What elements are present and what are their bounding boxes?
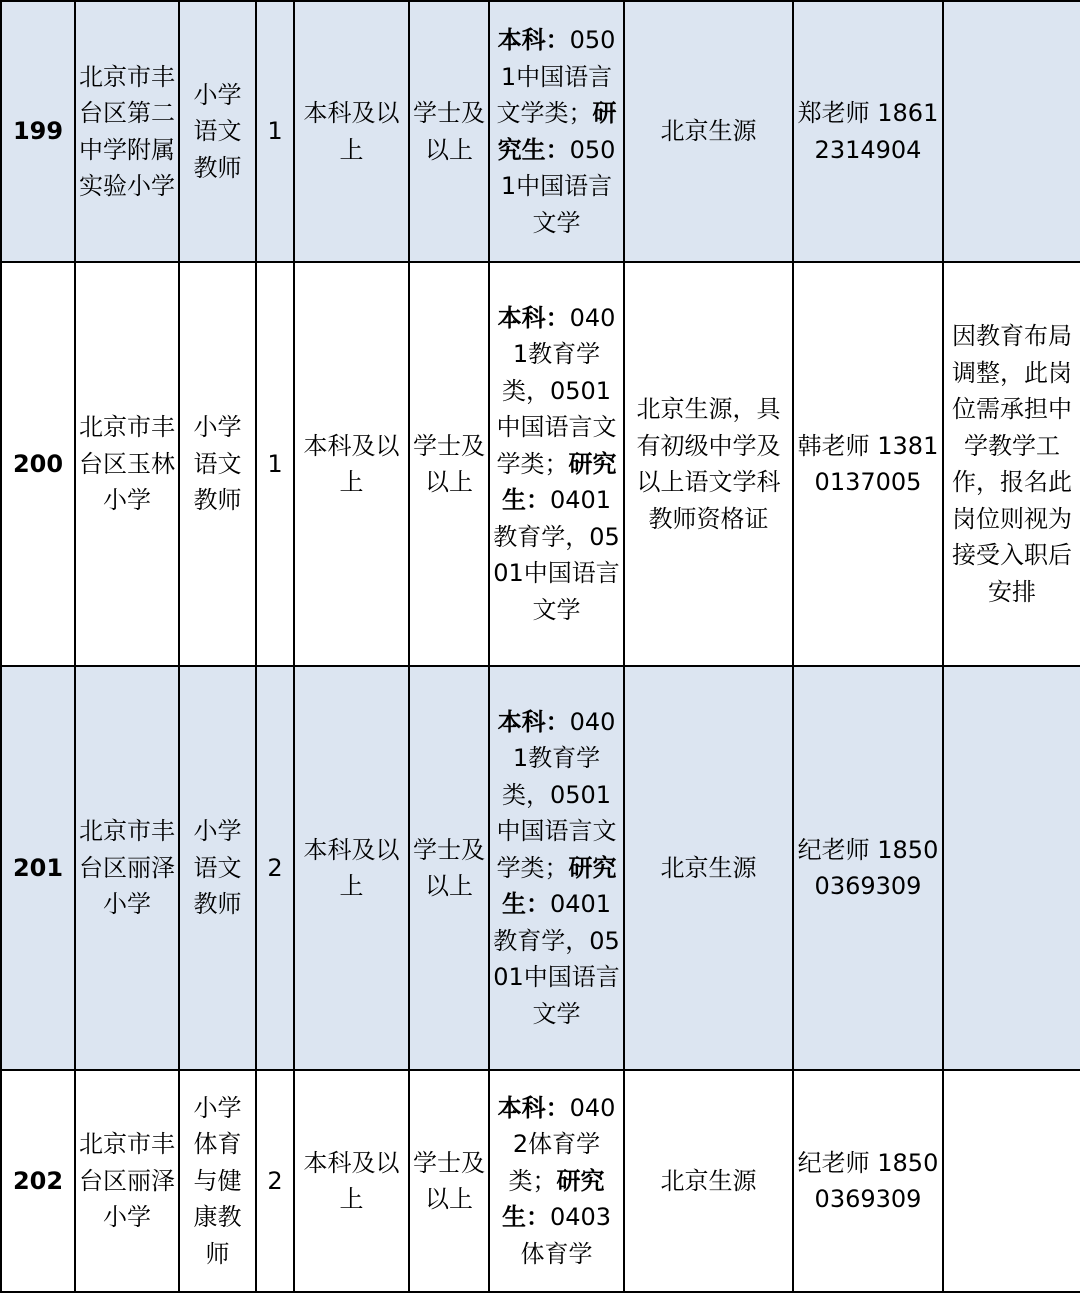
grad-label: 研究生： bbox=[501, 1166, 605, 1232]
headcount-cell: 1 bbox=[256, 1, 294, 262]
undergrad-major: 0402体育学类； bbox=[508, 1093, 616, 1195]
undergrad-major: 0501中国语言文学类； bbox=[496, 26, 616, 127]
undergrad-major: 0401教育学类，0501中国语言文学类； bbox=[496, 303, 617, 478]
major-cell bbox=[489, 666, 624, 1070]
education-cell: 本科及以上 bbox=[294, 1070, 409, 1292]
job-id-cell: 199 bbox=[1, 1, 75, 262]
degree-cell: 学士及以上 bbox=[409, 1070, 489, 1292]
school-cell: 北京市丰台区丽泽小学 bbox=[75, 666, 179, 1070]
major-cell bbox=[489, 262, 624, 666]
contact-cell: 韩老师 13810137005 bbox=[793, 262, 943, 666]
requirement-cell: 北京生源 bbox=[624, 1070, 793, 1292]
undergrad-major: 0401教育学类，0501中国语言文学类； bbox=[496, 707, 617, 882]
table-row bbox=[1, 1070, 1080, 1292]
school-cell: 北京市丰台区第二中学附属实验小学 bbox=[75, 1, 179, 262]
grad-major: 0501中国语言文学 bbox=[500, 135, 616, 237]
note-cell bbox=[943, 666, 1080, 1070]
requirement-cell: 北京生源 bbox=[624, 666, 793, 1070]
position-cell: 小学语文教师 bbox=[179, 262, 256, 666]
undergrad-label: 本科： bbox=[497, 707, 570, 736]
degree-cell: 学士及以上 bbox=[409, 1, 489, 262]
headcount-cell: 2 bbox=[256, 1070, 294, 1292]
job-id-cell: 200 bbox=[1, 262, 75, 666]
grad-major: 0401教育学，0501中国语言文学 bbox=[493, 890, 620, 1028]
grad-label: 研究生： bbox=[501, 853, 617, 919]
contact-cell: 纪老师 18500369309 bbox=[793, 666, 943, 1070]
undergrad-label: 本科： bbox=[497, 303, 570, 332]
headcount-cell: 1 bbox=[256, 262, 294, 666]
major-cell bbox=[489, 1070, 624, 1292]
contact-cell: 郑老师 18612314904 bbox=[793, 1, 943, 262]
position-cell: 小学语文教师 bbox=[179, 1, 256, 262]
education-cell: 本科及以上 bbox=[294, 666, 409, 1070]
requirement-cell: 北京生源，具有初级中学及以上语文学科教师资格证 bbox=[624, 262, 793, 666]
grad-label: 研究生： bbox=[497, 99, 617, 164]
table-row bbox=[1, 666, 1080, 1070]
education-cell: 本科及以上 bbox=[294, 1, 409, 262]
position-cell: 小学体育与健康教师 bbox=[179, 1070, 256, 1292]
undergrad-label: 本科： bbox=[497, 1093, 570, 1122]
school-cell: 北京市丰台区玉林小学 bbox=[75, 262, 179, 666]
position-cell: 小学语文教师 bbox=[179, 666, 256, 1070]
note-cell bbox=[943, 1, 1080, 262]
headcount-cell: 2 bbox=[256, 666, 294, 1070]
job-id-cell: 201 bbox=[1, 666, 75, 1070]
undergrad-label: 本科： bbox=[497, 26, 570, 54]
contact-cell: 纪老师 18500369309 bbox=[793, 1070, 943, 1292]
grad-label: 研究生： bbox=[501, 449, 617, 515]
degree-cell: 学士及以上 bbox=[409, 262, 489, 666]
school-cell: 北京市丰台区丽泽小学 bbox=[75, 1070, 179, 1292]
note-cell: 因教育布局调整，此岗位需承担中学教学工作，报名此岗位则视为接受入职后安排 bbox=[943, 262, 1080, 666]
grad-major: 0403体育学 bbox=[520, 1203, 612, 1268]
note-cell bbox=[943, 1070, 1080, 1292]
education-cell: 本科及以上 bbox=[294, 262, 409, 666]
requirement-cell: 北京生源 bbox=[624, 1, 793, 262]
table-row bbox=[1, 1, 1080, 262]
grad-major: 0401教育学，0501中国语言文学 bbox=[493, 486, 620, 624]
major-cell bbox=[489, 1, 624, 262]
degree-cell: 学士及以上 bbox=[409, 666, 489, 1070]
table-row bbox=[1, 262, 1080, 666]
job-id-cell: 202 bbox=[1, 1070, 75, 1292]
